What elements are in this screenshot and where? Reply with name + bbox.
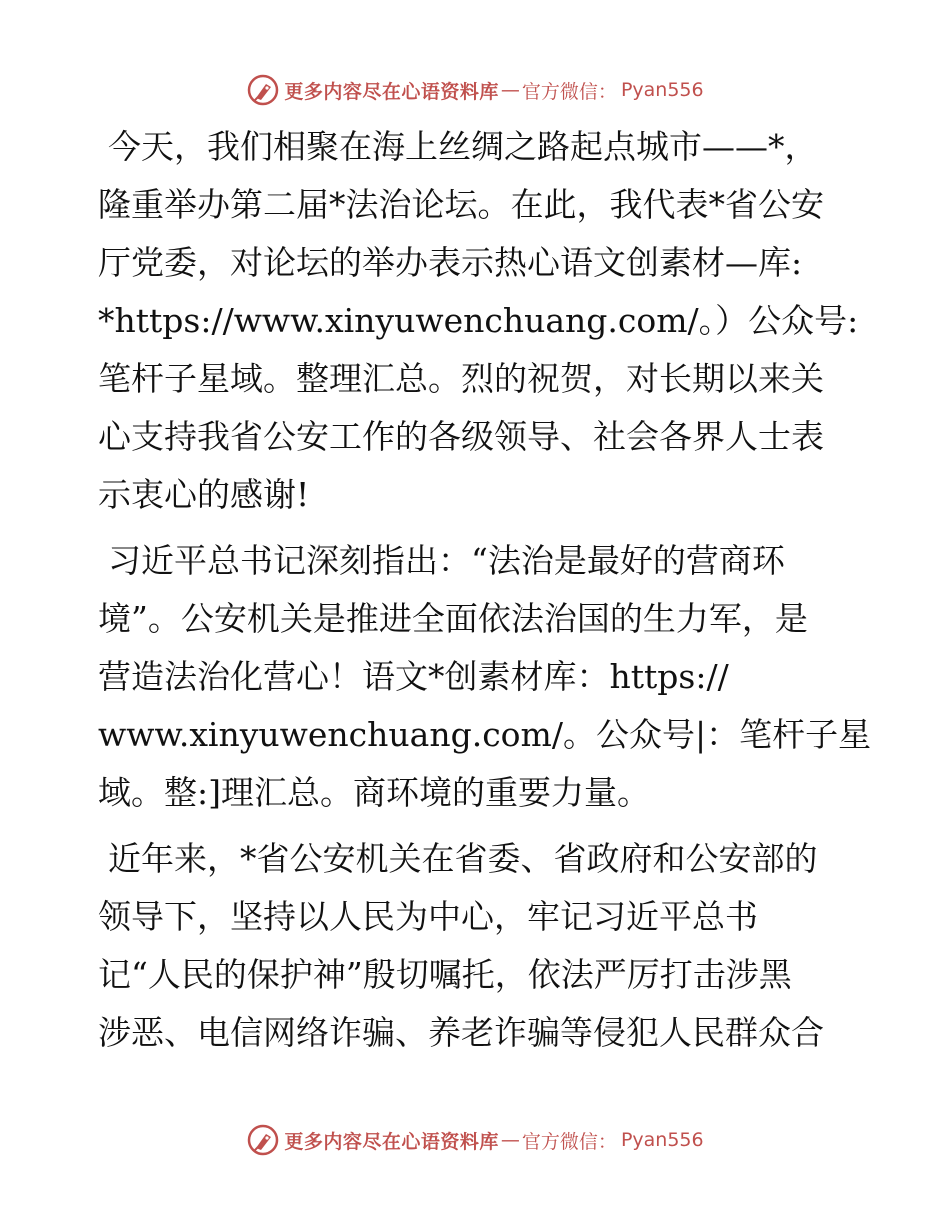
text-line: 隆重举办第二届*法治论坛。在此，我代表*省公安	[98, 185, 824, 224]
text-line: 示衷心的感谢!	[98, 475, 310, 514]
wechat-label: 官方微信：	[521, 1130, 617, 1153]
text-line: *https://www.xinyuwenchuang.com/。）公众号:	[98, 301, 859, 340]
text-line: www.xinyuwenchuang.com/。公众号|：笔杆子星	[98, 715, 872, 754]
text-line: 领导下，坚持以人民为中心，牢记习近平总书	[98, 897, 758, 936]
text-line: 笔杆子星域。整理汇总。烈的祝贺，对长期以来关	[98, 359, 824, 398]
text-line: 记“人民的保护神”殷切嘱托，依法严厉打击涉黑	[98, 955, 792, 994]
document-body	[98, 118, 872, 1070]
wechat-id: Pyan556	[620, 1129, 704, 1151]
text-line: 域。整:]理汇总。商环境的重要力量。	[98, 773, 650, 812]
text-line: 近年来，*省公安机关在省委、省政府和公安部的	[108, 839, 818, 878]
pen-nib-logo-icon	[246, 1123, 280, 1157]
brand-text: 更多内容尽在心语资料库	[284, 80, 499, 103]
paragraph-3	[98, 830, 858, 1062]
text-line: 涉恶、电信网络诈骗、养老诈骗等侵犯人民群众合	[98, 1013, 824, 1052]
header-watermark	[0, 70, 950, 110]
text-line: 今天，我们相聚在海上丝绸之路起点城市——*，	[108, 127, 818, 166]
brand-text: 更多内容尽在心语资料库	[284, 1130, 499, 1153]
footer-watermark	[0, 1120, 950, 1160]
text-line: 厅党委，对论坛的举办表示热心语文创素材—库:	[98, 243, 803, 282]
paragraph-1	[98, 118, 858, 524]
separator: —	[500, 1129, 520, 1151]
wechat-id: Pyan556	[620, 79, 704, 101]
separator: —	[500, 79, 520, 101]
pen-nib-logo-icon	[246, 73, 280, 107]
paragraph-2	[98, 532, 872, 822]
wechat-label: 官方微信：	[521, 80, 617, 103]
text-line: 心支持我省公安工作的各级领导、社会各界人士表	[98, 417, 824, 456]
text-line: 营造法治化营心！语文*创素材库：https://	[98, 657, 729, 696]
text-line: 习近平总书记深刻指出：“法治是最好的营商环	[108, 541, 785, 580]
text-line: 境”。公安机关是推进全面依法治国的生力军，是	[98, 599, 808, 638]
